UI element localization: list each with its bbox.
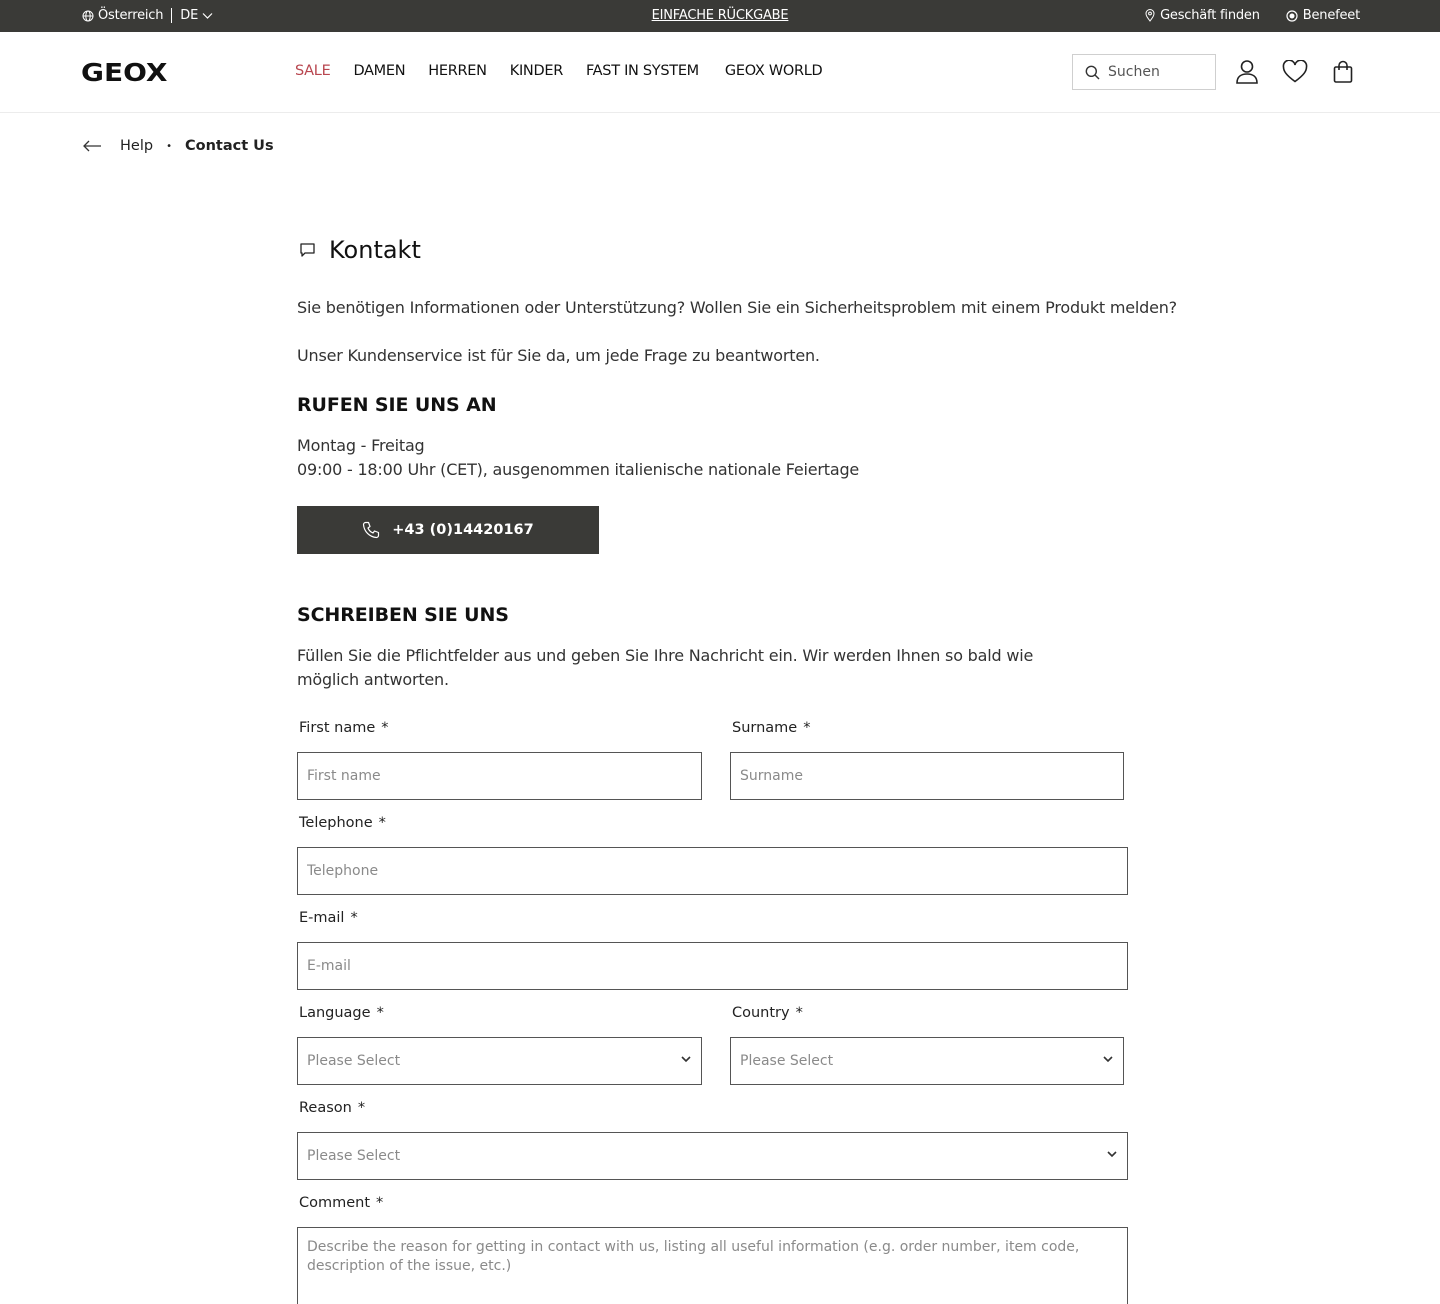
search-icon bbox=[1085, 65, 1100, 80]
phone-icon bbox=[362, 521, 380, 539]
promo-link[interactable]: EINFACHE RÜCKGABE bbox=[651, 8, 789, 23]
write-text: Füllen Sie die Pflichtfelder aus und geben Sie Ihre Nachricht ein. Wir werden Ihnen so bald wie möglich antworten. bbox=[297, 646, 1034, 689]
site-header bbox=[0, 32, 1440, 113]
breadcrumb-help[interactable]: Help bbox=[120, 138, 154, 154]
reason-select[interactable]: Please Select bbox=[297, 1132, 1128, 1180]
main-nav bbox=[295, 63, 845, 79]
page-title: Kontakt bbox=[299, 236, 421, 264]
first-name-input[interactable] bbox=[297, 752, 702, 800]
language-label: Language * bbox=[299, 1005, 384, 1021]
surname-label: Surname * bbox=[732, 720, 811, 736]
chevron-down-icon bbox=[1107, 1151, 1117, 1158]
surname-input[interactable] bbox=[730, 752, 1124, 800]
phone-number: +43 (0)14420167 bbox=[392, 522, 534, 538]
email-input[interactable] bbox=[297, 942, 1128, 990]
country-select[interactable]: Please Select bbox=[730, 1037, 1124, 1085]
nav-item-sale[interactable]: SALE bbox=[295, 63, 331, 79]
header-icons bbox=[1234, 58, 1356, 86]
write-heading: SCHREIBEN SIE UNS bbox=[297, 604, 509, 626]
hours-time: 09:00 - 18:00 Uhr (CET), ausgenommen italienische nationale Feiertage bbox=[297, 460, 860, 479]
nav-item-geox-world[interactable]: GEOX WORLD bbox=[724, 63, 823, 79]
intro-text-2: Unser Kundenservice ist für Sie da, um jede Frage zu beantworten. bbox=[297, 346, 820, 365]
chevron-down-icon bbox=[681, 1056, 691, 1063]
nav-item-fast-in-system[interactable]: FAST IN SYSTEM bbox=[585, 63, 699, 79]
chevron-down-icon bbox=[202, 12, 213, 20]
comment-label: Comment * bbox=[299, 1195, 384, 1211]
country-label: Österreich bbox=[98, 8, 164, 23]
country-label: Country * bbox=[732, 1005, 803, 1021]
country-language-selector[interactable] bbox=[82, 8, 213, 23]
intro-text-1: Sie benötigen Informationen oder Unterstützung? Wollen Sie ein Sicherheitsproblem mit einem Produkt melden? bbox=[297, 298, 1177, 317]
email-label: E-mail * bbox=[299, 910, 358, 926]
search-box bbox=[1072, 54, 1216, 90]
telephone-label: Telephone * bbox=[299, 815, 386, 831]
wishlist-heart-icon[interactable] bbox=[1282, 58, 1308, 86]
chat-bubble-icon bbox=[299, 242, 316, 259]
location-pin-icon bbox=[1145, 9, 1155, 22]
language-select[interactable]: Please Select bbox=[297, 1037, 702, 1085]
globe-icon bbox=[82, 10, 94, 22]
benefeet-link[interactable]: Benefeet bbox=[1286, 8, 1360, 23]
call-heading: RUFEN SIE UNS AN bbox=[297, 394, 497, 416]
divider bbox=[171, 8, 172, 23]
comment-textarea[interactable] bbox=[297, 1227, 1128, 1304]
hours-days: Montag - Freitag bbox=[297, 436, 425, 455]
reason-label: Reason * bbox=[299, 1100, 366, 1116]
language-label: DE bbox=[180, 8, 199, 23]
shopping-bag-icon[interactable] bbox=[1330, 58, 1356, 86]
chevron-down-icon bbox=[1103, 1056, 1113, 1063]
benefeet-icon bbox=[1286, 10, 1298, 22]
account-icon[interactable] bbox=[1234, 58, 1260, 86]
back-arrow-icon[interactable] bbox=[82, 140, 102, 152]
breadcrumb bbox=[82, 138, 274, 154]
nav-item-herren[interactable]: HERREN bbox=[428, 63, 487, 79]
call-phone-button[interactable] bbox=[297, 506, 599, 554]
topbar-links bbox=[1145, 8, 1360, 23]
breadcrumb-separator: • bbox=[166, 140, 172, 152]
store-finder-link[interactable]: Geschäft finden bbox=[1145, 8, 1260, 23]
top-bar bbox=[0, 0, 1440, 32]
telephone-input[interactable] bbox=[297, 847, 1128, 895]
nav-item-damen[interactable]: DAMEN bbox=[353, 63, 406, 79]
geox-logo[interactable]: GEOX bbox=[81, 58, 168, 87]
first-name-label: First name * bbox=[299, 720, 389, 736]
search-input[interactable] bbox=[1108, 64, 1204, 80]
breadcrumb-current: Contact Us bbox=[184, 138, 274, 154]
nav-item-kinder[interactable]: KINDER bbox=[509, 63, 563, 79]
